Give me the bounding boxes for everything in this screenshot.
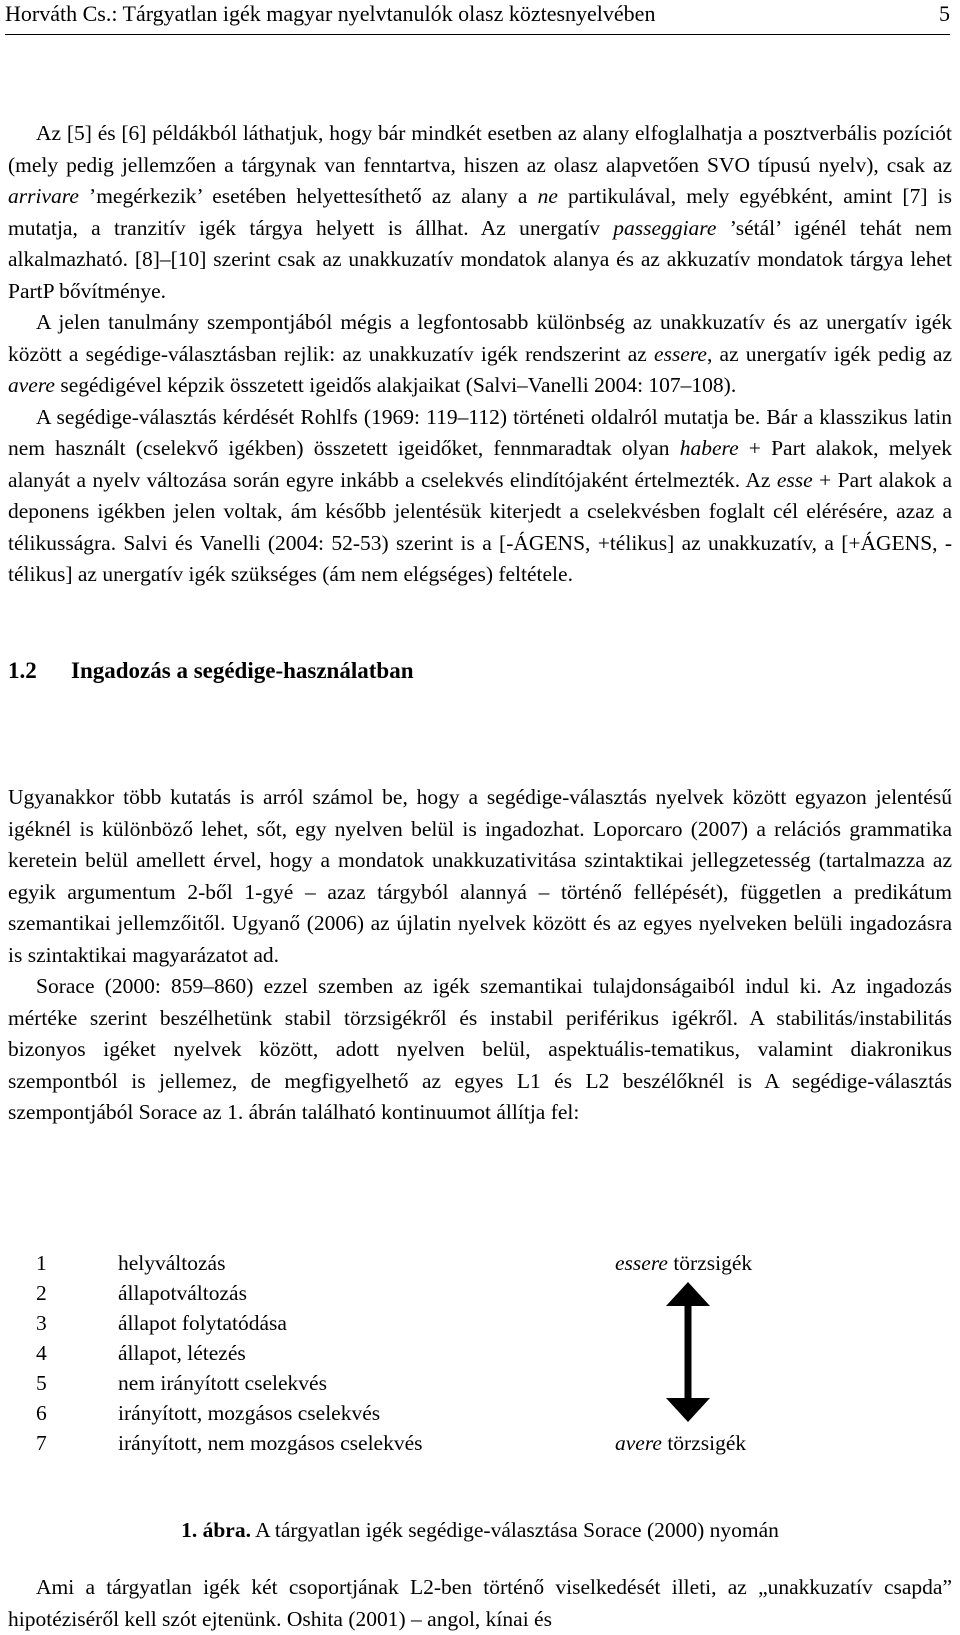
text-run: Az [5] és [6] példákból láthatjuk, hogy bár mindkét esetben az alany elfoglalhatja a posztverbális pozíciót (mely pedig jellemzően a tárgynak van fenntartva, hiszen az olasz alapvetően SVO típusú nyelv), csak az (8, 121, 952, 177)
text-run: segédigével képzik összetett igeidős alakjaikat (Salvi–Vanelli 2004: 107–108). (54, 373, 737, 397)
top-aux-label (615, 1248, 752, 1278)
row-number: 6 (36, 1401, 47, 1425)
text-run: + Part alakok a deponens igékben jelen voltak, ám később jelentésük kiterjedt a cselekvésben foglalt cél elérésére, azaz a télikusságra. Salvi és Vanelli (2004: 52-53) szerint is a [-ÁGENS, +télikus] az unakkuzatív, a [+ÁGENS, -télikus] az unergatív igék szükséges (ám nem elégséges) feltétele. (8, 467, 952, 586)
caption-text: A tárgyatlan igék segédige-választása Sorace (2000) nyomán (250, 1518, 779, 1542)
row-label: állapot folytatódása (118, 1311, 287, 1335)
row-label: irányított, nem mozgásos cselekvés (118, 1431, 423, 1455)
text-run: A jelen tanulmány szempontjából mégis a legfontosabb különbség az unakkuzatív és az unergatív igék között a segédige-választásban rejlik: az unakkuzatív igék rendszerint az (8, 310, 952, 366)
section-1-body (8, 118, 952, 591)
aux-essere: essere (615, 1251, 668, 1275)
text-run: , az unergatív igék pedig az (706, 341, 952, 366)
running-header (5, 0, 950, 35)
italic-term: avere (8, 373, 55, 397)
row-number: 7 (36, 1431, 47, 1455)
figure-caption (0, 1515, 960, 1545)
paragraph: Sorace (2000: 859–860) ezzel szemben az igék szemantikai tulajdonságaiból indul ki. Az ingadozás mértéke szerint beszélhetünk stabil törzsigékről és instabil perifériku​s igékről. A stabilitás/instabilitás bizonyos igéket nyelvek között, adott nyelven belül, aspektuális-tematikus, valamint diakronikus szempontból is jellemez, de megfigyelhető az egyes L1 és L2 beszélőknél is A segédige-választás szempontjából Sorace az 1. ábrán található kontinuumot állítja fel: (8, 974, 952, 1124)
figure-continuum (0, 1248, 960, 1468)
italic-term: passeggiare (613, 215, 717, 240)
double-arrow-icon (662, 1282, 714, 1422)
caption-number: 1. ábra. (181, 1518, 251, 1542)
page-number: 5 (939, 1, 950, 26)
row-number: 2 (36, 1281, 47, 1305)
section-3-body (8, 1572, 952, 1635)
paragraph (8, 118, 952, 307)
text-run: ’megérkezik’ esetében helyettesíthető az alany a (78, 184, 538, 208)
row-label: állapotváltozás (118, 1281, 247, 1305)
row-label: állapot, létezés (118, 1341, 246, 1365)
row-label: irányított, mozgásos cselekvés (118, 1401, 381, 1425)
paragraph (8, 402, 952, 591)
aux-label-text: törzsigék (661, 1431, 747, 1455)
text-run: A segédige-választás kérdését Rohlfs (1969: 119–112) történeti oldalról mutatja be. Bár a klasszikus latin nem használt (cselekvő igékben) összetett igeidőket, fennmaradtak olyan (8, 404, 952, 460)
section-heading (8, 655, 413, 687)
row-number: 4 (36, 1341, 47, 1365)
text-run: partikulával, mely egyébként, amint [7] is mutatja, a tranzitív igék tárgya helyett is állhat. Az unergatív (8, 184, 953, 240)
header-title: Horváth Cs.: Tárgyatlan igék magyar nyelvtanulók olasz köztesnyelvében (5, 1, 656, 26)
section-2-body (8, 782, 952, 1129)
italic-term: esse (776, 467, 813, 492)
section-number: 1.2 (8, 658, 37, 683)
aux-label-text: törzsigék (667, 1251, 753, 1275)
paragraph: Ugyanakkor több kutatás is arról számol be, hogy a segédige-választás nyelvek között egyazon jelentésű igéknél is különböző lehet, sőt, egy nyelven belül is ingadozhat. Loporcaro (2007) a relációs grammatika keretein belül amellett érvel, hogy a mondatok unakkuzativitása szintaktikai jellegzetesség (tartalmazza az egyik argumentum 2-ből 1-gyé – azaz tárgyból alannyá – történő fellépését), független a predikátum szemantikai jellemzőitől. Ugyanő (2006) az újlatin nyelvek között és az egyes nyelveken belüli ingadozásra is szintaktikai magyarázatot ad. (8, 785, 952, 967)
bottom-aux-label (615, 1428, 746, 1458)
italic-term: habere (679, 436, 739, 460)
italic-term: essere (654, 341, 707, 366)
row-label: nem irányított cselekvés (118, 1371, 327, 1395)
row-number: 1 (36, 1251, 47, 1275)
italic-term: arrivare (8, 184, 79, 208)
text-run: + Part alakok, melyek alanyát a nyelv változása során egyre inkább a cselekvés elindítójaként értelmezték. Az (8, 436, 952, 492)
aux-avere: avere (615, 1431, 662, 1455)
paragraph (8, 307, 952, 402)
row-number: 5 (36, 1371, 47, 1395)
row-number: 3 (36, 1311, 47, 1335)
text-run: ’sétál’ igénél tehát nem alkalmazható. [8]–[10] szerint csak az unakkuzatív mondatok alanya és az akkuzatív mondatok tárgya lehet PartP bővítménye. (8, 215, 952, 303)
paragraph: Ami a tárgyatlan igék két csoportjának L2-ben történő viselkedését illeti, az „unakkuzatív csapda” hipotéziséről kell szót ejtenünk. Oshita (2001) – angol, kínai és (8, 1575, 952, 1631)
section-title: Ingadozás a segédige-használatban (71, 658, 414, 683)
row-label: helyváltozás (118, 1251, 226, 1275)
italic-term: ne (537, 184, 558, 208)
